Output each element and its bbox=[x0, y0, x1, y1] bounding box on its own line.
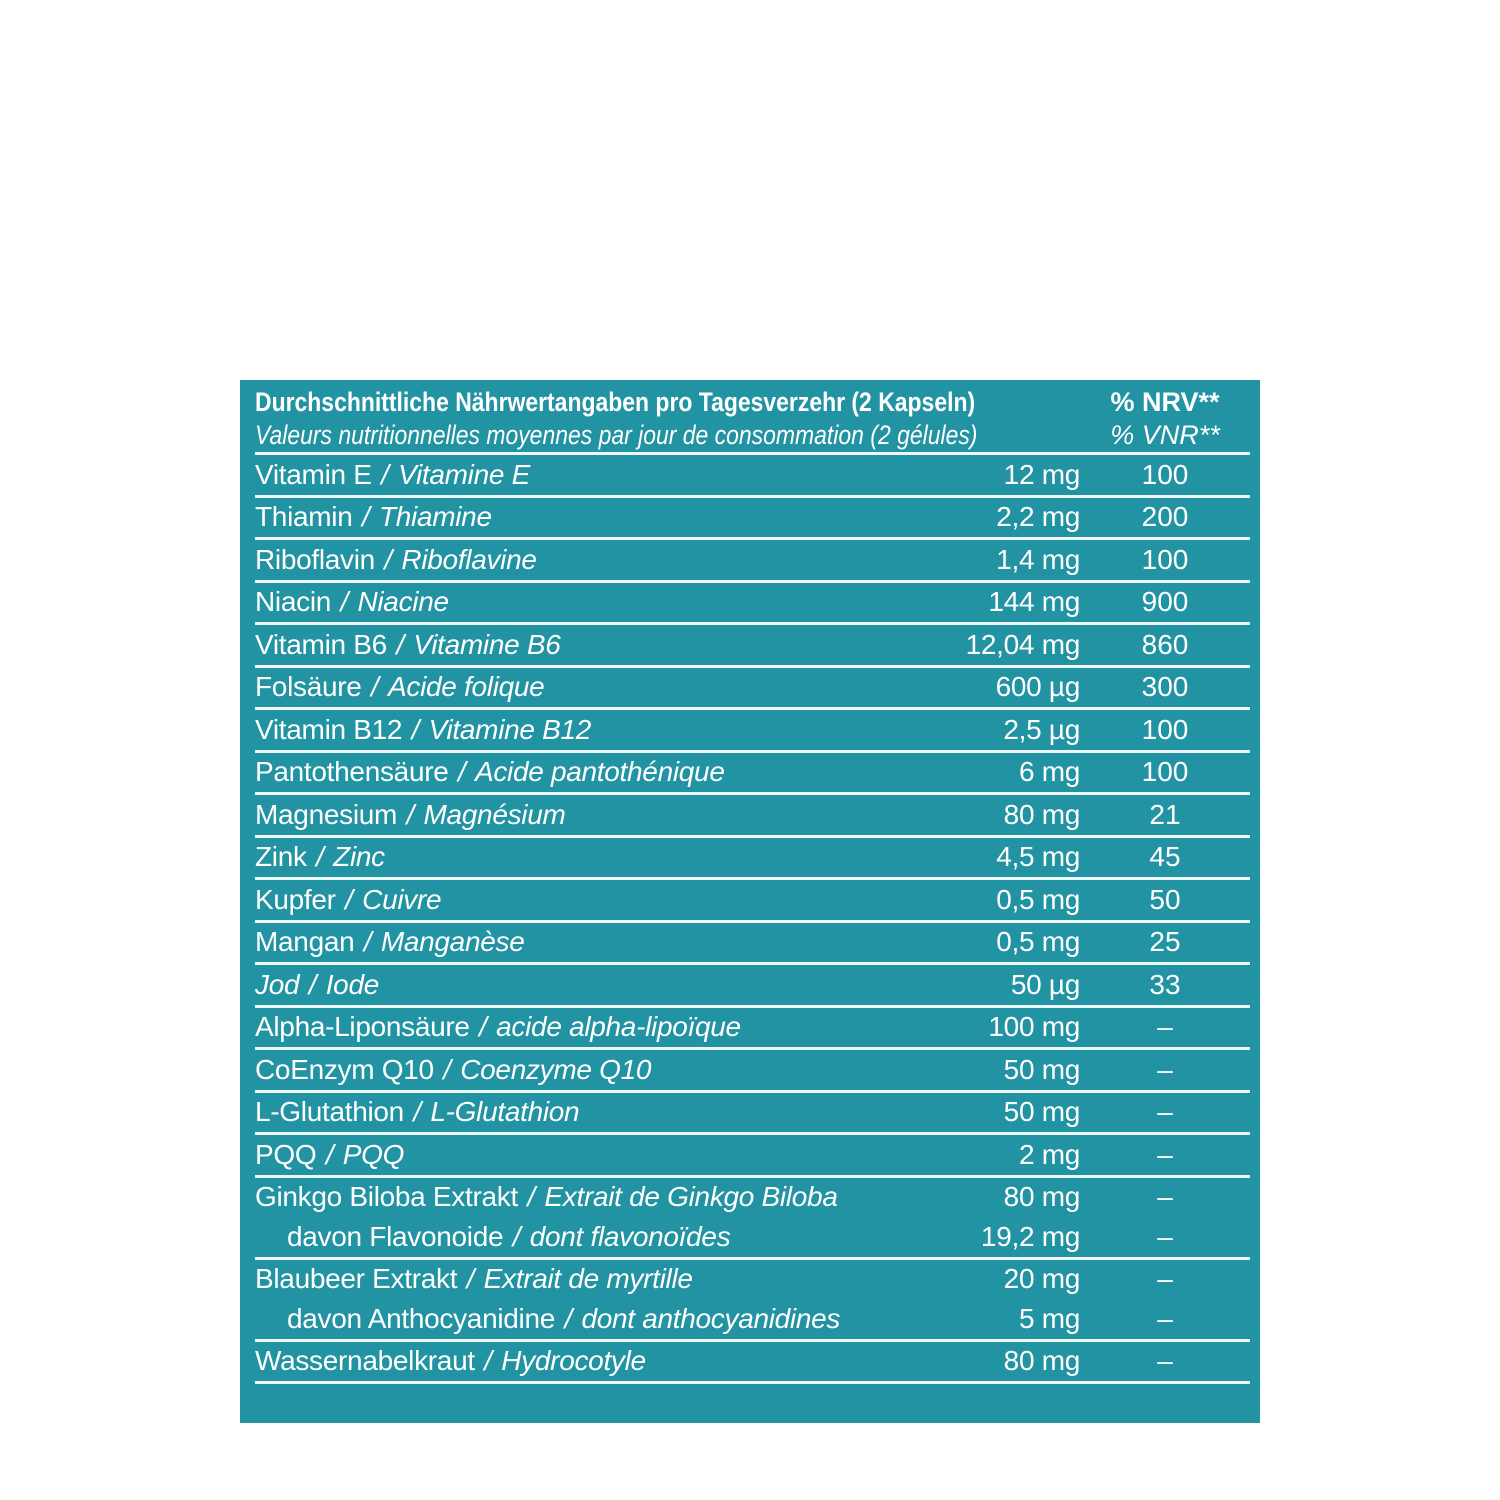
ingredient-name-de: Mangan bbox=[255, 926, 355, 958]
row-ingredient-name bbox=[255, 883, 920, 915]
table-row bbox=[255, 923, 1250, 966]
row-amount: 20 mg bbox=[1003, 1263, 1080, 1295]
row-amount: 144 mg bbox=[988, 586, 1080, 618]
row-amount: 2,5 µg bbox=[1003, 713, 1080, 745]
name-separator: / bbox=[376, 543, 400, 575]
table-row bbox=[255, 795, 1250, 838]
ingredient-name-fr: Acide pantothénique bbox=[474, 756, 725, 788]
table-row bbox=[255, 455, 1250, 498]
ingredient-name-de: Thiamin bbox=[255, 501, 353, 533]
row-ingredient-name bbox=[255, 588, 920, 616]
row-ingredient-name bbox=[255, 503, 920, 531]
ingredient-name-fr: Vitamine B12 bbox=[428, 713, 592, 745]
row-ingredient-name bbox=[255, 928, 920, 956]
row-amount: 2 mg bbox=[1018, 1138, 1080, 1170]
row-amount: 2,2 mg bbox=[996, 501, 1080, 533]
row-nrv-value: 45 bbox=[1149, 841, 1181, 873]
name-separator: / bbox=[435, 1053, 459, 1085]
name-separator: / bbox=[333, 586, 356, 618]
row-nrv-value: – bbox=[1157, 1263, 1173, 1295]
name-separator: / bbox=[301, 968, 324, 1000]
table-row bbox=[255, 625, 1250, 668]
name-separator: / bbox=[459, 1263, 482, 1295]
row-nrv-value: – bbox=[1157, 1302, 1173, 1334]
row-ingredient-name bbox=[255, 1220, 920, 1252]
table-row bbox=[255, 1217, 1250, 1260]
table-row bbox=[255, 880, 1250, 923]
row-amount: 100 mg bbox=[988, 1011, 1080, 1043]
ingredient-name-de: CoEnzym Q10 bbox=[255, 1053, 434, 1085]
row-nrv-value: 100 bbox=[1141, 543, 1189, 575]
row-nrv-value: 100 bbox=[1141, 458, 1189, 490]
row-amount: 50 mg bbox=[1003, 1096, 1080, 1128]
ingredient-name-de: Wassernabelkraut bbox=[255, 1345, 475, 1377]
table-row bbox=[255, 753, 1250, 796]
ingredient-name-de: L-Glutathion bbox=[255, 1096, 404, 1128]
table-row bbox=[255, 710, 1250, 753]
table-row bbox=[255, 1050, 1250, 1093]
row-nrv-value: 300 bbox=[1141, 671, 1189, 703]
table-title-block bbox=[255, 385, 1080, 452]
row-ingredient-name bbox=[255, 1138, 920, 1170]
row-nrv-value: 900 bbox=[1141, 586, 1189, 618]
row-amount: 4,5 mg bbox=[996, 841, 1080, 873]
ingredient-name-de: Riboflavin bbox=[255, 543, 375, 575]
name-separator: / bbox=[404, 713, 427, 745]
ingredient-name-de: davon Anthocyanidine bbox=[287, 1302, 555, 1334]
ingredient-name-fr: Magnésium bbox=[423, 798, 566, 830]
row-nrv-value: 25 bbox=[1149, 926, 1181, 958]
ingredient-name-fr: Riboflavine bbox=[401, 543, 537, 575]
ingredient-name-fr: Thiamine bbox=[378, 501, 492, 533]
nrv-header-block bbox=[1080, 385, 1250, 452]
name-separator: / bbox=[557, 1302, 580, 1334]
ingredient-name-fr: dont flavonoïdes bbox=[529, 1220, 731, 1252]
row-amount: 12 mg bbox=[1003, 458, 1080, 490]
name-separator: / bbox=[318, 1138, 341, 1170]
ingredient-name-fr: Vitamine E bbox=[398, 458, 530, 490]
ingredient-name-de: Pantothensäure bbox=[255, 756, 449, 788]
table-header bbox=[255, 380, 1250, 455]
name-separator: / bbox=[505, 1220, 528, 1252]
row-amount: 0,5 mg bbox=[996, 883, 1080, 915]
ingredient-name-de: Folsäure bbox=[255, 671, 362, 703]
row-ingredient-name bbox=[255, 1183, 920, 1211]
table-row bbox=[255, 965, 1250, 1008]
name-separator: / bbox=[476, 1345, 500, 1377]
ingredient-name-de: Magnesium bbox=[255, 798, 398, 830]
row-ingredient-name bbox=[255, 1013, 920, 1041]
row-nrv-value: 21 bbox=[1149, 798, 1181, 830]
table-body bbox=[255, 455, 1250, 1384]
row-nrv-value: – bbox=[1157, 1220, 1173, 1252]
row-amount: 80 mg bbox=[1003, 1181, 1080, 1213]
row-nrv-value: 50 bbox=[1149, 883, 1181, 915]
ingredient-name-de: Vitamin E bbox=[255, 458, 372, 490]
ingredient-name-de: Zink bbox=[255, 841, 307, 873]
row-amount: 1,4 mg bbox=[996, 543, 1080, 575]
row-ingredient-name bbox=[255, 713, 920, 745]
name-separator: / bbox=[399, 798, 422, 830]
table-row bbox=[255, 1008, 1250, 1051]
row-nrv-value: – bbox=[1157, 1096, 1173, 1128]
name-separator: / bbox=[354, 501, 377, 533]
row-amount: 0,5 mg bbox=[996, 926, 1080, 958]
table-row bbox=[255, 540, 1250, 583]
ingredient-name-de: Alpha-Liponsäure bbox=[255, 1011, 470, 1043]
row-nrv-value: – bbox=[1157, 1053, 1173, 1085]
ingredient-name-de: Blaubeer Extrakt bbox=[255, 1263, 458, 1295]
row-nrv-value: 100 bbox=[1141, 756, 1189, 788]
row-ingredient-name bbox=[255, 758, 920, 786]
table-row bbox=[255, 1135, 1250, 1178]
name-separator: / bbox=[373, 458, 397, 490]
row-ingredient-name bbox=[255, 628, 920, 660]
row-ingredient-name bbox=[255, 458, 920, 490]
name-separator: / bbox=[388, 628, 412, 660]
row-ingredient-name bbox=[255, 968, 920, 1000]
row-ingredient-name bbox=[255, 1347, 920, 1375]
row-nrv-value: – bbox=[1157, 1181, 1173, 1213]
ingredient-name-fr: Iode bbox=[325, 968, 379, 1000]
row-nrv-value: 33 bbox=[1149, 968, 1181, 1000]
ingredient-name-fr: acide alpha-lipoïque bbox=[496, 1011, 741, 1043]
row-nrv-value: 100 bbox=[1141, 713, 1189, 745]
name-separator: / bbox=[471, 1011, 495, 1043]
ingredient-name-fr: Hydrocotyle bbox=[501, 1345, 646, 1377]
row-nrv-value: – bbox=[1157, 1011, 1173, 1043]
table-row bbox=[255, 1093, 1250, 1136]
row-amount: 19,2 mg bbox=[980, 1220, 1080, 1252]
ingredient-name-fr: PQQ bbox=[342, 1138, 405, 1170]
name-separator: / bbox=[519, 1181, 543, 1213]
ingredient-name-de: davon Flavonoide bbox=[287, 1220, 504, 1252]
ingredient-name-de: Vitamin B12 bbox=[255, 713, 403, 745]
ingredient-name-fr: Manganèse bbox=[380, 926, 525, 958]
ingredient-name-de: Jod bbox=[255, 968, 300, 1000]
ingredient-name-fr: Niacine bbox=[357, 586, 449, 618]
row-ingredient-name bbox=[255, 1302, 920, 1334]
row-nrv-value: – bbox=[1157, 1138, 1173, 1170]
ingredient-name-fr: L-Glutathion bbox=[430, 1096, 580, 1128]
row-ingredient-name bbox=[255, 543, 920, 575]
ingredient-name-fr: Extrait de myrtille bbox=[483, 1263, 693, 1295]
ingredient-name-fr: dont anthocyanidines bbox=[581, 1302, 841, 1334]
row-amount: 6 mg bbox=[1018, 756, 1080, 788]
name-separator: / bbox=[405, 1096, 429, 1128]
row-amount: 600 µg bbox=[995, 671, 1080, 703]
ingredient-name-de: Niacin bbox=[255, 586, 332, 618]
name-separator: / bbox=[450, 756, 473, 788]
row-ingredient-name bbox=[255, 843, 920, 871]
name-separator: / bbox=[308, 841, 332, 873]
name-separator: / bbox=[356, 926, 379, 958]
table-row bbox=[255, 1342, 1250, 1385]
row-nrv-value: – bbox=[1157, 1345, 1173, 1377]
nutrition-table-panel bbox=[240, 380, 1260, 1423]
ingredient-name-fr: Extrait de Ginkgo Biloba bbox=[544, 1181, 838, 1213]
row-ingredient-name bbox=[255, 1053, 920, 1085]
table-row bbox=[255, 1178, 1250, 1218]
row-amount: 50 mg bbox=[1003, 1053, 1080, 1085]
row-ingredient-name bbox=[255, 673, 920, 701]
table-title-de: Durchschnittliche Nährwertangaben pro Tagesverzehr (2 Kapseln) bbox=[255, 387, 976, 417]
row-amount: 5 mg bbox=[1018, 1302, 1080, 1334]
table-row bbox=[255, 1299, 1250, 1342]
row-amount: 50 µg bbox=[1010, 968, 1080, 1000]
table-row bbox=[255, 668, 1250, 711]
table-row bbox=[255, 498, 1250, 541]
name-separator: / bbox=[363, 671, 386, 703]
table-row bbox=[255, 838, 1250, 881]
table-title-fr: Valeurs nutritionnelles moyennes par jour de consommation (2 gélules) bbox=[255, 420, 978, 450]
ingredient-name-de: PQQ bbox=[255, 1138, 317, 1170]
ingredient-name-fr: Coenzyme Q10 bbox=[460, 1053, 652, 1085]
ingredient-name-de: Kupfer bbox=[255, 883, 336, 915]
ingredient-name-fr: Cuivre bbox=[362, 883, 442, 915]
nrv-header-fr: % VNR** bbox=[1110, 420, 1220, 450]
row-nrv-value: 860 bbox=[1141, 628, 1189, 660]
row-amount: 80 mg bbox=[1003, 798, 1080, 830]
nrv-header-de: % NRV** bbox=[1110, 387, 1220, 417]
ingredient-name-fr: Acide folique bbox=[388, 671, 545, 703]
ingredient-name-fr: Zinc bbox=[333, 841, 385, 873]
ingredient-name-de: Vitamin B6 bbox=[255, 628, 387, 660]
row-amount: 12,04 mg bbox=[965, 628, 1080, 660]
ingredient-name-de: Ginkgo Biloba Extrakt bbox=[255, 1181, 518, 1213]
name-separator: / bbox=[337, 883, 361, 915]
row-ingredient-name bbox=[255, 798, 920, 830]
ingredient-name-fr: Vitamine B6 bbox=[413, 628, 561, 660]
row-amount: 80 mg bbox=[1003, 1345, 1080, 1377]
table-row bbox=[255, 1260, 1250, 1300]
row-nrv-value: 200 bbox=[1141, 501, 1189, 533]
row-ingredient-name bbox=[255, 1098, 920, 1126]
row-ingredient-name bbox=[255, 1265, 920, 1293]
table-row bbox=[255, 583, 1250, 626]
